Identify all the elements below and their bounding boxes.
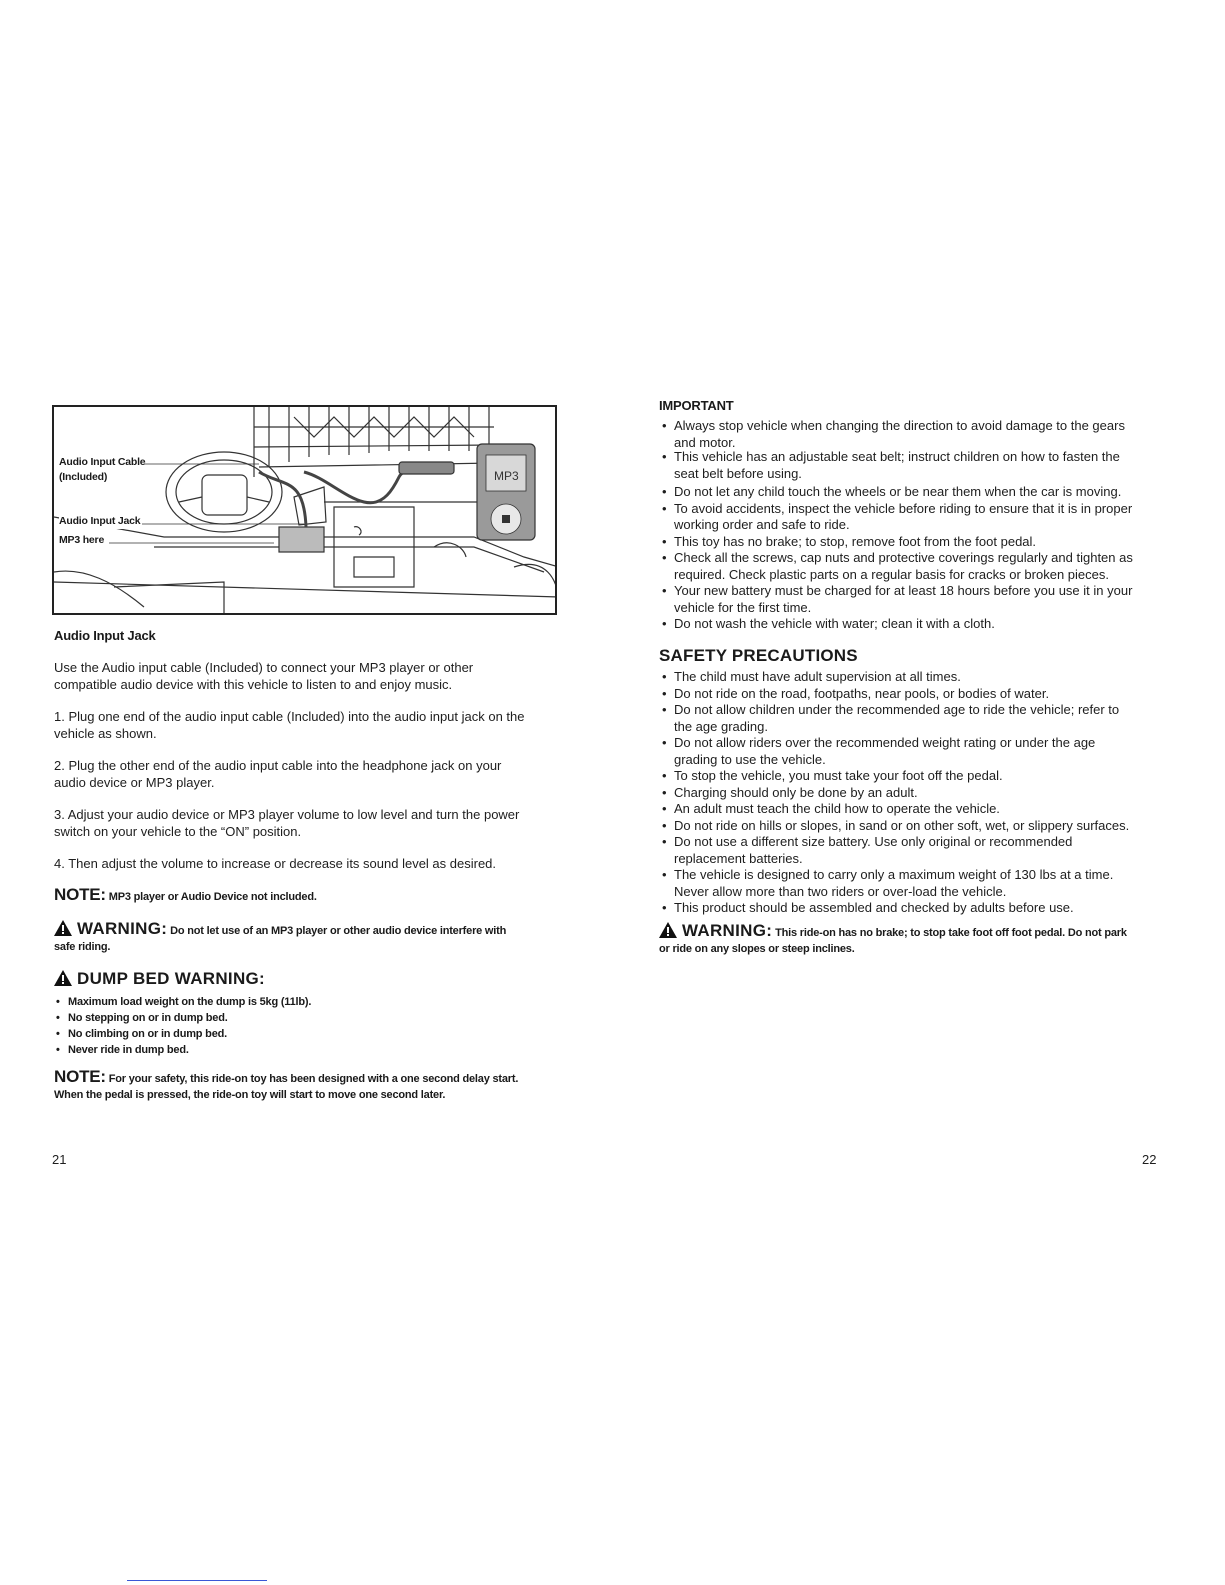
text-line: vehicle as shown. (54, 725, 157, 741)
text-line: • Do not allow children under the recommended age to ride the vehicle; refer to (674, 702, 1120, 717)
note-mp3-not-included (54, 887, 317, 905)
mp3-player-icon (477, 444, 535, 540)
callout-included: (Included) (59, 471, 108, 483)
text-line: vehicle for the first time. (674, 599, 812, 615)
warning-no-brake (659, 922, 1127, 957)
text-line: • Do not ride on the road, footpaths, near pools, or bodies of water. (674, 685, 1050, 701)
note-text: For your safety, this ride-on toy has been designed with a one second delay start. (108, 1073, 519, 1085)
callout-audio-input-cable: Audio Input Cable (59, 456, 146, 468)
important-heading: IMPORTANT (659, 398, 734, 413)
note-text: MP3 player or Audio Device not included. (108, 891, 317, 903)
text-line: • Check all the screws, cap nuts and protective coverings regularly and tighten as (674, 550, 1133, 565)
text-line: • Do not let any child touch the wheels or be near them when the car is moving. (674, 484, 1122, 499)
text-line: switch on your vehicle to the “ON” position. (54, 823, 302, 839)
text-line: • The vehicle is designed to carry only a maximum weight of 130 lbs at a time. (674, 867, 1114, 882)
warning-text-cont: safe riding. (54, 941, 111, 953)
safety-list (660, 669, 1180, 917)
text-line: • Always stop vehicle when changing the direction to avoid damage to the gears (674, 418, 1125, 433)
text-line: • Charging should only be done by an adult. (674, 784, 918, 800)
list-item (660, 449, 1180, 482)
list-item (660, 702, 1180, 735)
note-delay-start (54, 1069, 518, 1103)
text-line: • To stop the vehicle, you must take your foot off the pedal. (674, 768, 1003, 783)
step-2 (54, 758, 574, 791)
callout-audio-input-jack: Audio Input Jack (59, 515, 141, 527)
vehicle-dashboard-drawing (54, 407, 557, 615)
dump-bed-warning-heading (54, 969, 265, 989)
list-item (660, 785, 1180, 802)
list-item (660, 534, 1180, 551)
warning-text: This ride-on has no brake; to stop take foot off foot pedal. Do not park (775, 927, 1127, 939)
list-item: • Never ride in dump bed. (54, 1042, 311, 1058)
text-line: • Do not ride on hills or slopes, in sand or on other soft, wet, or slippery surfaces. (674, 817, 1130, 833)
list-item: • No stepping on or in dump bed. (54, 1010, 311, 1026)
text-line: • An adult must teach the child how to operate the vehicle. (674, 801, 1000, 816)
text-line: and motor. (674, 434, 736, 450)
list-item (660, 818, 1180, 835)
note-label: NOTE: (54, 1067, 106, 1086)
warning-label: WARNING: (77, 919, 168, 938)
list-item (660, 834, 1180, 867)
list-item (660, 900, 1180, 917)
text-line: grading to use the vehicle. (674, 751, 826, 767)
text-line: Use the Audio input cable (Included) to connect your MP3 player or other (54, 660, 474, 675)
audio-intro-paragraph (54, 660, 574, 693)
list-item (660, 801, 1180, 818)
text-line: 4. Then adjust the volume to increase or decrease its sound level as desired. (54, 856, 497, 871)
text-line: 3. Adjust your audio device or MP3 player volume to low level and turn the power (54, 807, 520, 822)
step-1 (54, 709, 574, 742)
callout-mp3-here: MP3 here (59, 534, 105, 546)
text-line: • This vehicle has an adjustable seat belt; instruct children on how to fasten the (674, 449, 1120, 464)
warning-text-cont: or ride on any slopes or steep inclines. (659, 943, 855, 955)
audio-jack-illustration (52, 405, 557, 615)
safety-precautions-heading: SAFETY PRECAUTIONS (659, 646, 858, 665)
text-line: 1. Plug one end of the audio input cable (Included) into the audio input jack on the (54, 709, 525, 724)
list-item (660, 418, 1180, 451)
text-line: • Do not wash the vehicle with water; clean it with a cloth. (674, 616, 995, 631)
text-line: the age grading. (674, 718, 768, 734)
warning-triangle-icon (54, 920, 72, 936)
warning-label: WARNING: (682, 921, 773, 940)
list-item (660, 867, 1180, 900)
audio-input-jack-heading: Audio Input Jack (54, 628, 156, 643)
warning-text: Do not let use of an MP3 player or other audio device interfere with (170, 925, 507, 937)
list-item: • Maximum load weight on the dump is 5kg (11lb). (54, 994, 311, 1010)
page-number-left: 21 (52, 1152, 67, 1167)
text-line: audio device or MP3 player. (54, 774, 215, 790)
list-item (660, 484, 1180, 501)
mp3-screen-label: MP3 (494, 469, 519, 483)
text-line: • To avoid accidents, inspect the vehicle before riding to ensure that it is in proper (674, 500, 1133, 516)
text-line: • The child must have adult supervision at all times. (674, 669, 961, 684)
note-label: NOTE: (54, 885, 106, 904)
list-item: • No climbing on or in dump bed. (54, 1026, 311, 1042)
list-item (660, 501, 1180, 534)
important-list (660, 418, 1180, 633)
text-line: Never allow more than two riders or over-load the vehicle. (674, 883, 1007, 899)
text-line: • Do not use a different size battery. Use only original or recommended (674, 834, 1073, 849)
warning-triangle-icon (54, 970, 72, 986)
list-item (660, 669, 1180, 686)
text-line: • This toy has no brake; to stop, remove foot from the foot pedal. (674, 533, 1037, 549)
text-line: required. Check plastic parts on a regular basis for cracks or broken pieces. (674, 566, 1109, 582)
dump-bed-list (54, 994, 311, 1058)
list-item (660, 550, 1180, 583)
list-item (660, 768, 1180, 785)
text-line: 2. Plug the other end of the audio input cable into the headphone jack on your (54, 758, 502, 773)
step-4 (54, 856, 574, 873)
text-line: • Your new battery must be charged for at least 18 hours before you use it in your (674, 583, 1133, 598)
list-item (660, 686, 1180, 703)
link-underline-artifact (127, 1580, 267, 1581)
list-item (660, 735, 1180, 768)
text-line: • This product should be assembled and checked by adults before use. (674, 900, 1074, 915)
text-line: working order and safe to ride. (674, 517, 850, 532)
page-number-right: 22 (1142, 1152, 1157, 1167)
list-item (660, 616, 1180, 633)
dump-bed-title: DUMP BED WARNING: (77, 969, 266, 988)
text-line: seat belt before using. (674, 465, 802, 481)
text-line: • Do not allow riders over the recommended weight rating or under the age (674, 735, 1096, 750)
list-item (660, 583, 1180, 616)
warning-mp3-interfere (54, 920, 506, 955)
text-line: compatible audio device with this vehicle to listen to and enjoy music. (54, 676, 453, 692)
step-3 (54, 807, 574, 840)
warning-triangle-icon (659, 922, 677, 938)
note-text-cont: When the pedal is pressed, the ride-on toy will start to move one second later. (54, 1089, 446, 1101)
text-line: replacement batteries. (674, 850, 803, 866)
